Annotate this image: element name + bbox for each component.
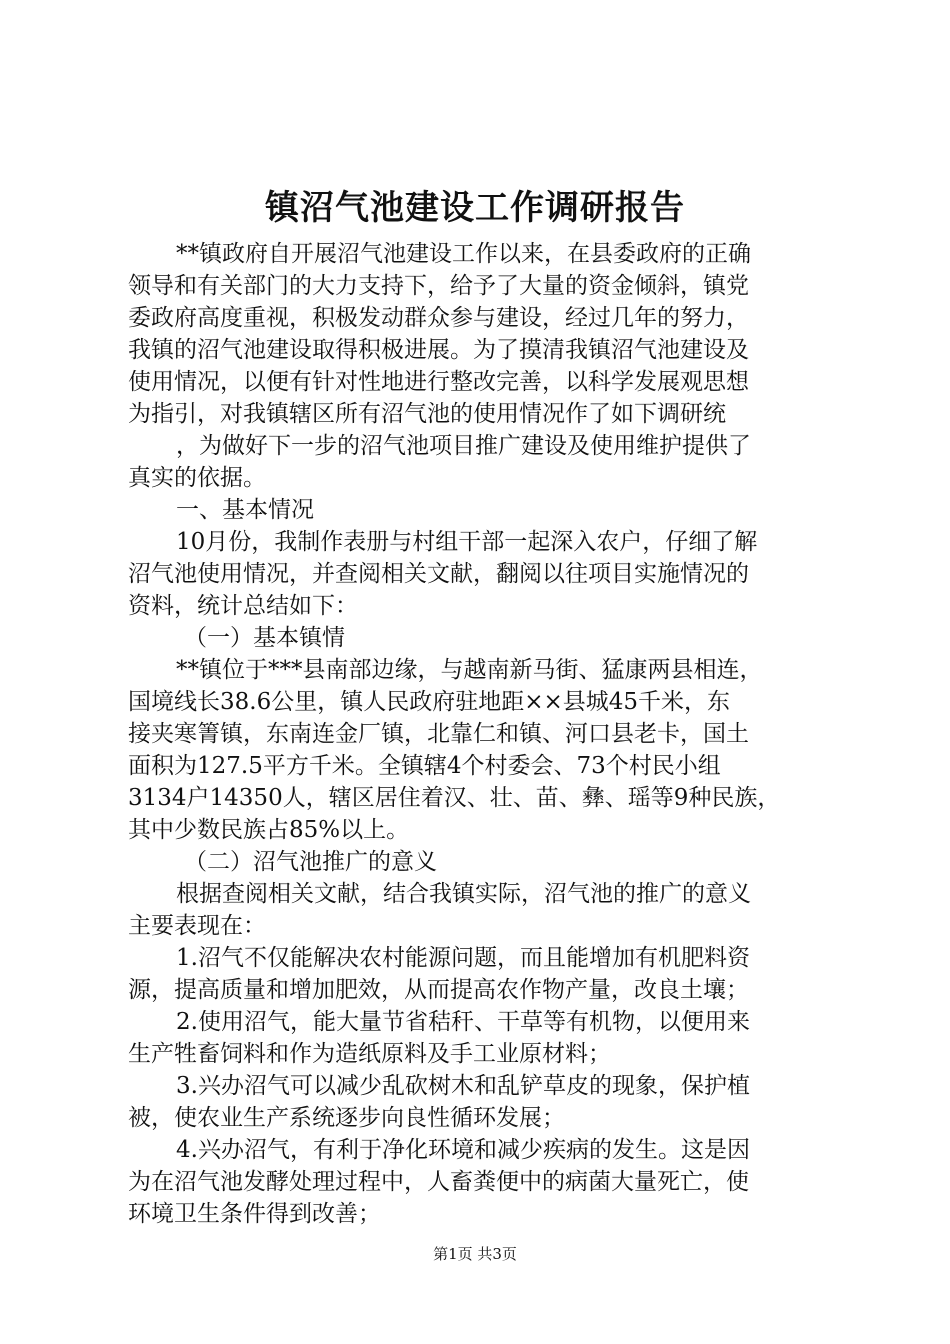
text-line: 其中少数民族占85%以上。 xyxy=(128,817,410,843)
subsection-heading: （二）沼气池推广的意义 xyxy=(184,849,437,875)
text-line: 资料，统计总结如下： xyxy=(128,593,358,619)
text-line: 源，提高质量和增加肥效，从而提高农作物产量，改良土壤； xyxy=(128,977,749,1003)
text-line: 主要表现在： xyxy=(128,913,266,939)
list-item: 1.沼气不仅能解决农村能源问题，而且能增加有机肥料资 xyxy=(176,945,750,971)
document-title: 镇沼气池建设工作调研报告 xyxy=(265,188,685,228)
document-body xyxy=(128,238,848,1230)
text-line: **镇政府自开展沼气池建设工作以来，在县委政府的正确 xyxy=(176,241,751,267)
text-line: 领导和有关部门的大力支持下，给予了大量的资金倾斜，镇党 xyxy=(128,273,749,299)
section-heading: 一、基本情况 xyxy=(176,497,314,523)
list-item: 4.兴办沼气，有利于净化环境和减少疾病的发生。这是因 xyxy=(176,1137,750,1163)
text-line: 我镇的沼气池建设取得积极进展。为了摸清我镇沼气池建设及 xyxy=(128,337,749,363)
list-item: 3.兴办沼气可以减少乱砍树木和乱铲草皮的现象，保护植 xyxy=(176,1073,750,1099)
text-line: 为指引，对我镇辖区所有沼气池的使用情况作了如下调研统 xyxy=(128,401,726,427)
text-line: 使用情况，以便有针对性地进行整改完善，以科学发展观思想 xyxy=(128,369,749,395)
text-line: 为在沼气池发酵处理过程中，人畜粪便中的病菌大量死亡，使 xyxy=(128,1169,749,1195)
text-line: 真实的依据。 xyxy=(128,465,266,491)
text-line: 接夹寒箐镇，东南连金厂镇，北靠仁和镇、河口县老卡，国土 xyxy=(128,721,749,747)
text-line: ，为做好下一步的沼气池项目推广建设及使用维护提供了 xyxy=(176,433,751,459)
text-line: 委政府高度重视，积极发动群众参与建设，经过几年的努力， xyxy=(128,305,749,331)
list-item: 2.使用沼气，能大量节省秸秆、干草等有机物，以便用来 xyxy=(176,1009,750,1035)
text-line: 3134户14350人，辖区居住着汉、壮、苗、彝、瑶等9种民族， xyxy=(128,785,781,811)
text-line: 被，使农业生产系统逐步向良性循环发展； xyxy=(128,1105,565,1131)
text-line: 生产牲畜饲料和作为造纸原料及手工业原材料； xyxy=(128,1041,611,1067)
text-line: 根据查阅相关文献，结合我镇实际，沼气池的推广的意义 xyxy=(176,881,751,907)
text-line: **镇位于***县南部边缘，与越南新马街、猛康两县相连， xyxy=(176,657,763,683)
text-line: 沼气池使用情况，并查阅相关文献，翻阅以往项目实施情况的 xyxy=(128,561,749,587)
subsection-heading: （一）基本镇情 xyxy=(184,625,345,651)
text-line: 国境线长38.6公里，镇人民政府驻地距××县城45千米，东 xyxy=(128,689,731,715)
page-footer: 第1页 共3页 xyxy=(433,1245,517,1263)
text-line: 环境卫生条件得到改善； xyxy=(128,1201,381,1227)
text-line: 面积为127.5平方千米。全镇辖4个村委会、73个村民小组 xyxy=(128,753,721,779)
text-line: 10月份，我制作表册与村组干部一起深入农户，仔细了解 xyxy=(176,529,758,555)
